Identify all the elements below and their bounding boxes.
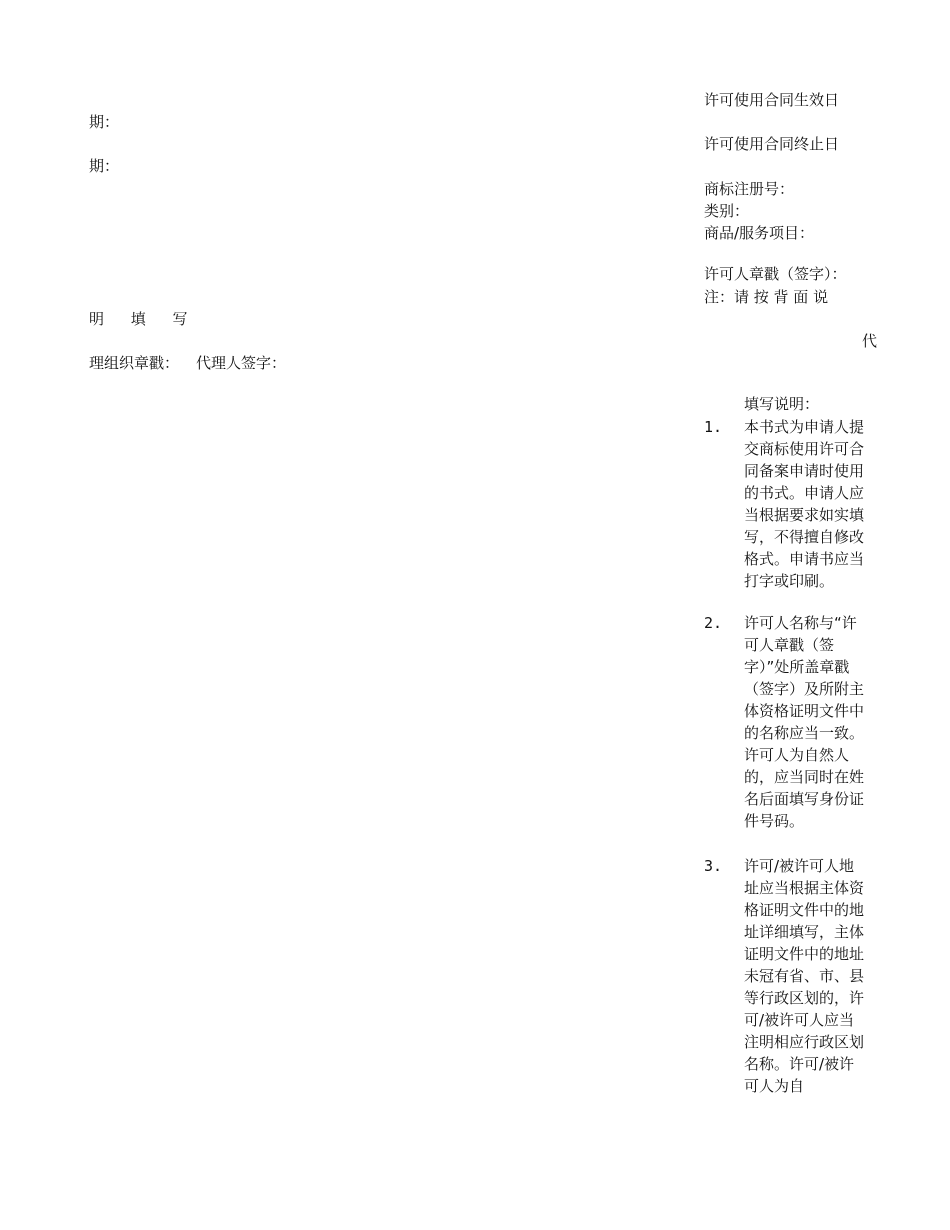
end-date-label: 许可使用合同终止日: [704, 135, 840, 153]
instruction-number: 2.: [704, 614, 723, 632]
instructions-title: 填写说明：: [744, 395, 820, 413]
agent-organization-label: 代: [862, 332, 878, 350]
agent-signature-label: 代理人签字：: [196, 354, 287, 372]
goods-services-label: 商品/服务项目：: [704, 224, 815, 242]
effective-date-label-continued: 期：: [89, 113, 120, 131]
end-date-label-continued: 期：: [89, 157, 120, 175]
registration-number-label: 商标注册号：: [704, 180, 795, 198]
instruction-item: 本书式为申请人提交商标使用许可合同备案申请时使用的书式。申请人应当根据要求如实填写，不得擅自修改格式。申请书应当打字或印刷。: [744, 418, 865, 590]
instruction-item: 许可/被许可人地址应当根据主体资格证明文件中的地址详细填写，主体证明文件中的地址未冠有省、市、县等行政区划的，许可/被许可人应当注明相应行政区划名称。许可/被许可人为自: [744, 857, 865, 1095]
class-label: 类别：: [704, 202, 750, 220]
instruction-number: 1.: [704, 418, 723, 436]
effective-date-label: 许可使用合同生效日: [704, 91, 840, 109]
licensor-seal-label: 许可人章戳（签字）：: [704, 265, 847, 283]
instruction-number: 3.: [704, 857, 723, 875]
note-label: 注：请 按 背 面 说: [704, 288, 829, 306]
agent-organization-seal-label: 理组织章戳：: [89, 354, 180, 372]
note-label-continued: 明 填 写: [89, 310, 199, 328]
instruction-item: 许可人名称与“许可人章戳（签字）”处所盖章戳（签字）及所附主体资格证明文件中的名称应当一致。许可人为自然人的，应当同时在姓名后面填写身份证件号码。: [744, 614, 865, 830]
